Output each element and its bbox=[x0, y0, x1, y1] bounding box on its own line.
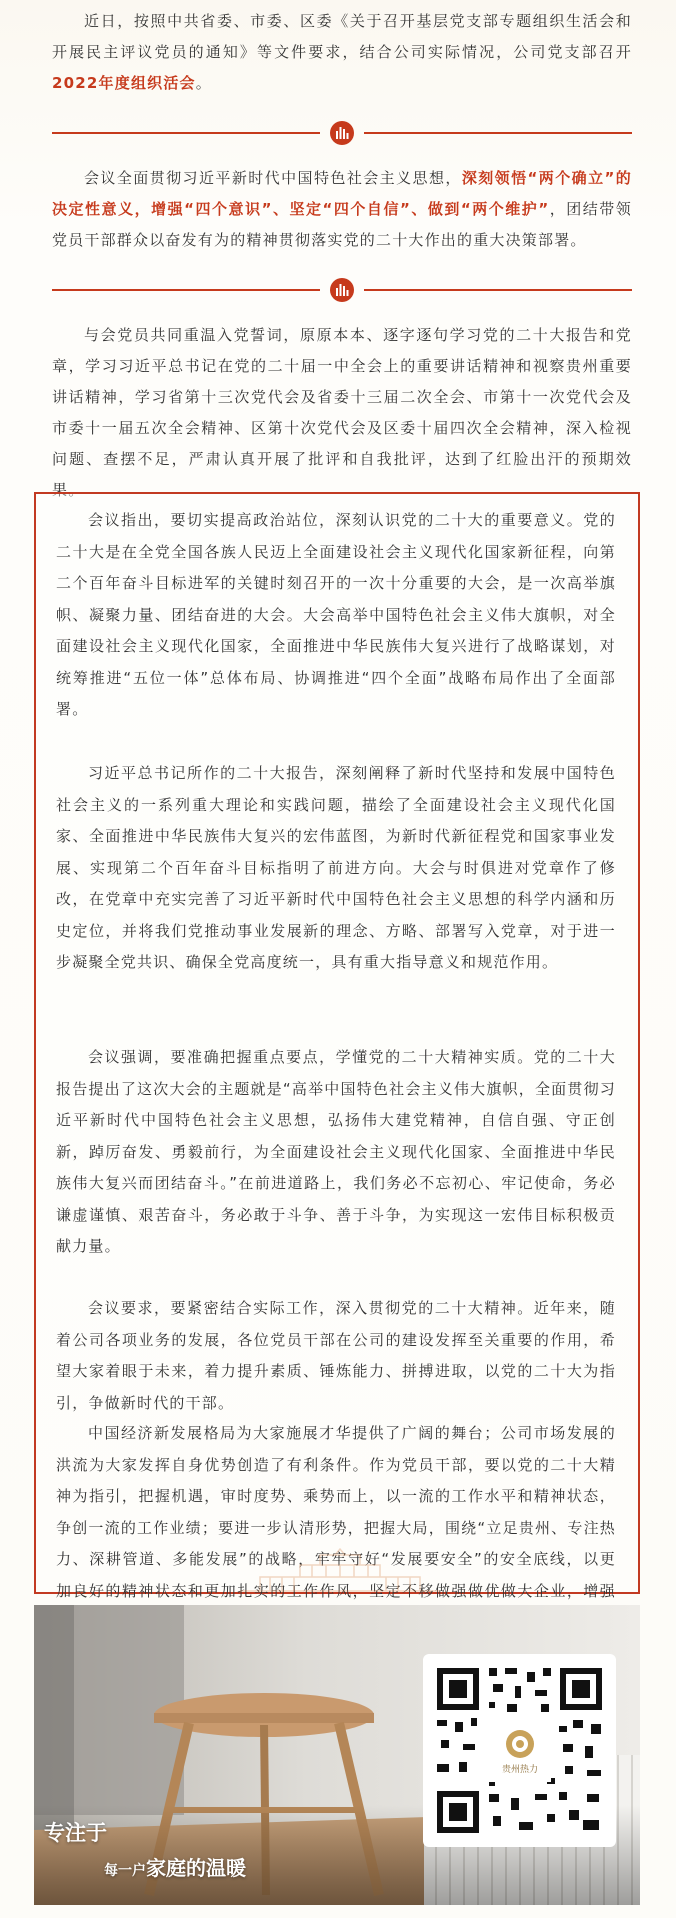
theme-paragraph bbox=[52, 163, 632, 256]
banner-slogan-main: 专注于 bbox=[44, 1821, 107, 1845]
promo-banner bbox=[34, 1605, 640, 1905]
theme-text-end: ，团结带领党员干部群众以奋发有为的精神贯彻落实党的二十大作出的重大决策部署。 bbox=[52, 200, 632, 249]
bar-chart-circle-icon bbox=[329, 120, 355, 146]
intro-paragraph bbox=[52, 6, 632, 99]
qr-logo-text: 贵州热力 bbox=[501, 1765, 538, 1775]
theme-highlight: 深刻领悟“两个确立”的决定性意义，增强“四个意识”、坚定“四个自信”、做到“两个维护” bbox=[52, 169, 632, 218]
theme-text: 会议全面贯彻习近平新时代中国特色社会主义思想， bbox=[84, 169, 462, 187]
intro-text: 近日，按照中共省委、市委、区委《关于召开基层党支部专题组织生活会和开展民主评议党员的通知》等文件要求，结合公司实际情况，公司党支部召开 bbox=[52, 12, 632, 61]
intro-text-end: 。 bbox=[195, 74, 212, 92]
intro-highlight: 2022年度组织活会 bbox=[52, 74, 196, 92]
building-watermark-icon bbox=[240, 1547, 440, 1593]
section-divider bbox=[52, 277, 632, 303]
qr-code-card[interactable] bbox=[423, 1654, 616, 1847]
box-paragraph: 会议指出，要切实提高政治站位，深刻认识党的二十大的重要意义。党的二十大是在全党全国各族人民迈上全面建设社会主义现代化国家新征程，向第二个百年奋斗目标进军的关键时刻召开的一次十分重要的大会，是一次高举旗帜、凝聚力量、团结奋进的大会。大会高举中国特色社会主义伟大旗帜，对全面建设社会主义现代化国家，全面推进中华民族伟大复兴进行了战略谋划，对统筹推进“五位一体”总体布局、协调推进“四个全面”战略布局作出了全面部署。 bbox=[56, 511, 616, 718]
bar-chart-circle-icon bbox=[329, 277, 355, 303]
section-divider bbox=[52, 120, 632, 146]
qr-code-image bbox=[423, 1654, 616, 1847]
study-paragraph: 与会党员共同重温入党誓词，原原本本、逐字逐句学习党的二十大报告和党章，学习习近平总书记在党的二十届一中全会上的重要讲话精神和视察贵州重要讲话精神，学习省第十三次党代会及省委十三届二次全会、市第十一次党代会及市委十一届五次全会精神、区第十次党代会及区委十届四次全会精神，深入检视问题、查摆不足，严肃认真开展了批评和自我批评，达到了红脸出汗的预期效果。 bbox=[52, 326, 632, 499]
box-paragraph: 会议要求，要紧密结合实际工作，深入贯彻党的二十大精神。近年来，随着公司各项业务的发展，各位党员干部在公司的建设发挥至关重要的作用，希望大家着眼于未来，着力提升素质、锤炼能力、拼搏进取，以党的二十大为指引，争做新时代的干部。 bbox=[56, 1299, 616, 1412]
box-paragraph: 会议强调，要准确把握重点要点，学懂党的二十大精神实质。党的二十大报告提出了这次大会的主题就是“高举中国特色社会主义伟大旗帜，全面贯彻习近平新时代中国特色社会主义思想，弘扬伟大建党精神，自信自强、守正创新，踔厉奋发、勇毅前行，为全面建设社会主义现代化国家、全面推进中华民族伟大复兴而团结奋斗。”在前进道路上，我们务必不忘初心、牢记使命，务必谦虚谨慎、艰苦奋斗，务必敢于斗争、善于斗争，为实现这一宏伟目标积极贡献力量。 bbox=[56, 1048, 616, 1255]
box-paragraph: 中国经济新发展格局为大家施展才华提供了广阔的舞台；公司市场发展的洪流为大家发挥自身优势创造了有利条件。作为党员干部，要以党的二十大精神为指引，把握机遇，审时度势、乘势而上，以一流的工作水平和精神状态，争创一流的工作业绩；要进一步认清形势，把握大局，围绕“立足贵州、专注热力、深耕管道、多能发展”的战略，牢牢守好“发展要安全”的安全底线，以更加良好的精神状态和更加扎实的工作作风，坚定不移做强做优做大企业，增强 bbox=[56, 1424, 616, 1600]
banner-slogan-prefix: 每一户 bbox=[104, 1863, 146, 1879]
banner-slogan-line bbox=[104, 1852, 246, 1881]
banner-slogan-rest: 家庭的温暖 bbox=[146, 1856, 246, 1880]
box-paragraph: 习近平总书记所作的二十大报告，深刻阐释了新时代坚持和发展中国特色社会主义的一系列重大理论和实践问题，描绘了全面建设社会主义现代化国家、全面推进中华民族伟大复兴的宏伟蓝图，为新时代新征程党和国家事业发展、实现第二个百年奋斗目标指明了前进方向。大会与时俱进对党章作了修改，在党章中充实完善了习近平新时代中国特色社会主义思想的科学内涵和历史定位，并将我们党推动事业发展新的理念、方略、部署写入党章，对于进一步凝聚全党共识、确保全党高度统一，具有重大指导意义和规范作用。 bbox=[56, 764, 616, 971]
